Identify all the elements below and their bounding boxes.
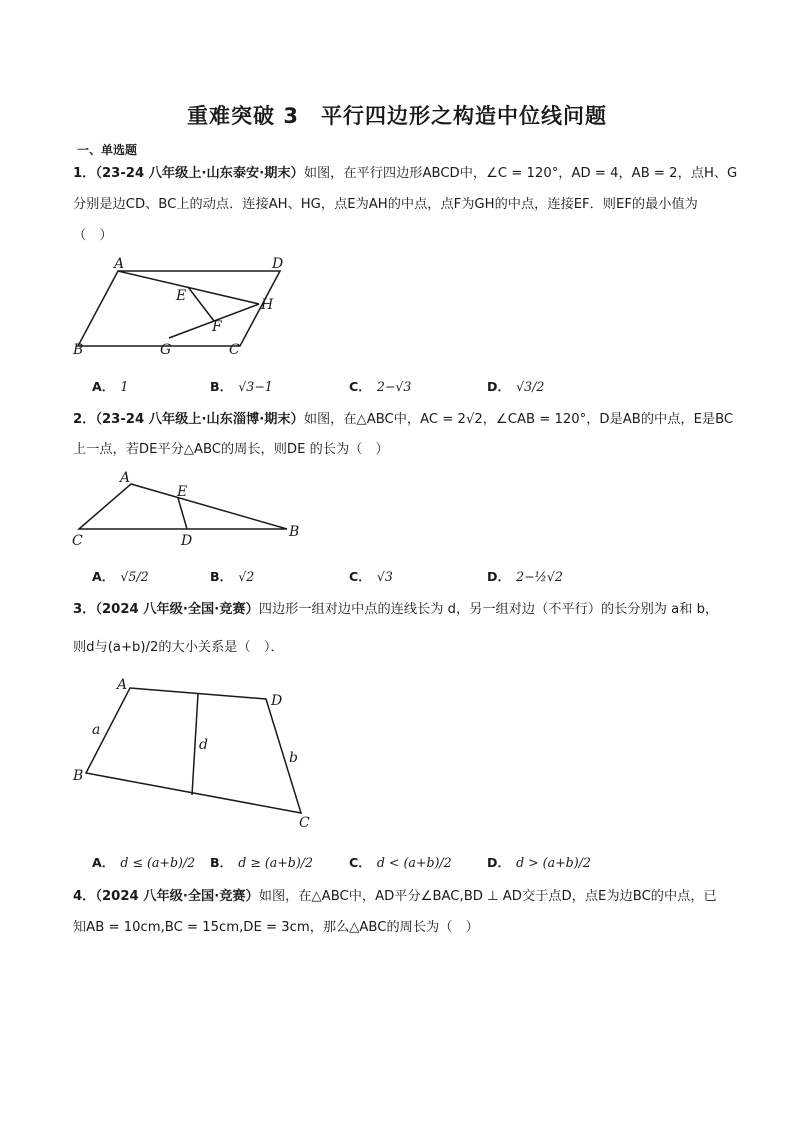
q2-option-c[interactable]: C． √3 [349,569,393,584]
q1-label-a: A [114,256,125,272]
q2-label-d: D [181,533,193,549]
q3-option-a[interactable]: A． d ≤ (a+b)/2 [92,855,196,870]
q2-option-d[interactable]: D． 2−½√2 [487,569,563,584]
q2-label-e: E [177,484,188,500]
q2-line-1 [73,411,733,429]
q3-figure [65,672,325,834]
q1-text-1: 如图，在平行四边形ABCD中，∠C = 120°，AD = 4，AB = 2，点H、G [303,166,738,181]
q3-quadrilateral [86,688,301,813]
q2-text-2: 上一点，若DE平分△ABC的周长，则DE 的长为（ ） [73,442,389,457]
q1-option-d[interactable]: D． √3/2 [487,379,545,394]
q1-label-d: D [272,256,284,272]
q3-option-b[interactable]: B． d ≥ (a+b)/2 [210,855,314,870]
q2-option-a[interactable]: A． √5/2 [92,569,149,584]
q2-text-1: 如图，在△ABC中，AC = 2√2，∠CAB = 120°，D是AB的中点，E是BC [303,412,734,427]
q2-label-b: B [289,524,300,540]
q3-label-side-b: b [289,750,298,766]
q3-segment-d [192,694,198,795]
q2-number: 2． [73,412,96,427]
q1-line-1 [73,165,737,183]
q1-source: （23-24 八年级上·山东泰安·期末） [95,166,304,181]
q4-text-2: 知AB = 10cm,BC = 15cm,DE = 3cm，那么△ABC的周长为（ ） [73,920,479,935]
q1-text-3: （ ） [73,228,113,243]
q1-option-b[interactable]: B． √3−1 [210,379,273,394]
q2-figure [65,465,310,550]
q3-label-c: C [299,815,310,831]
page-title: 重难突破 3 平行四边形之构造中位线问题 [187,104,607,128]
q3-text-1: 四边形一组对边中点的连线长为 d，另一组对边（不平行）的长分别为 a和 b， [258,602,719,617]
q2-label-a: A [120,470,131,486]
q1-number: 1． [73,166,96,181]
q1-label-h: H [261,297,274,313]
q1-text-2: 分别是边CD、BC上的动点．连接AH、HG，点E为AH的中点，点F为GH的中点，连接EF．则EF的最小值为 [73,197,698,212]
q3-number: 3． [73,602,96,617]
q3-text-2: 则d与(a+b)/2的大小关系是（ ）． [73,640,284,655]
q4-text-1: 如图，在△ABC中，AD平分∠BAC,BD ⊥ AD交于点D，点E为边BC的中点，已 [258,889,717,904]
q2-segment-de [178,498,187,529]
q1-label-f: F [212,319,222,335]
q1-label-e: E [176,288,187,304]
q2-source: （23-24 八年级上·山东淄博·期末） [95,412,304,427]
q3-label-d: D [271,693,283,709]
q3-label-a: A [117,677,128,693]
q2-label-c: C [72,533,83,549]
q1-option-c[interactable]: C． 2−√3 [349,379,412,394]
q3-source: （2024 八年级·全国·竞赛） [95,602,259,617]
q4-source: （2024 八年级·全国·竞赛） [95,889,259,904]
q3-option-d[interactable]: D． d > (a+b)/2 [487,855,591,870]
q1-label-c: C [229,342,240,358]
q3-label-side-a: a [92,722,101,738]
q2-option-b[interactable]: B． √2 [210,569,255,584]
section-heading: 一、单选题 [77,143,138,157]
q1-option-a[interactable]: A． 1 [92,379,129,394]
q3-line-1 [73,601,718,619]
q1-label-b: B [73,342,84,358]
q4-number: 4． [73,889,96,904]
q1-label-g: G [160,342,172,358]
q1-figure [60,250,300,362]
q3-option-c[interactable]: C． d < (a+b)/2 [349,855,452,870]
q4-line-1 [73,888,717,906]
q3-label-side-d: d [199,737,208,753]
q3-label-b: B [73,768,84,784]
